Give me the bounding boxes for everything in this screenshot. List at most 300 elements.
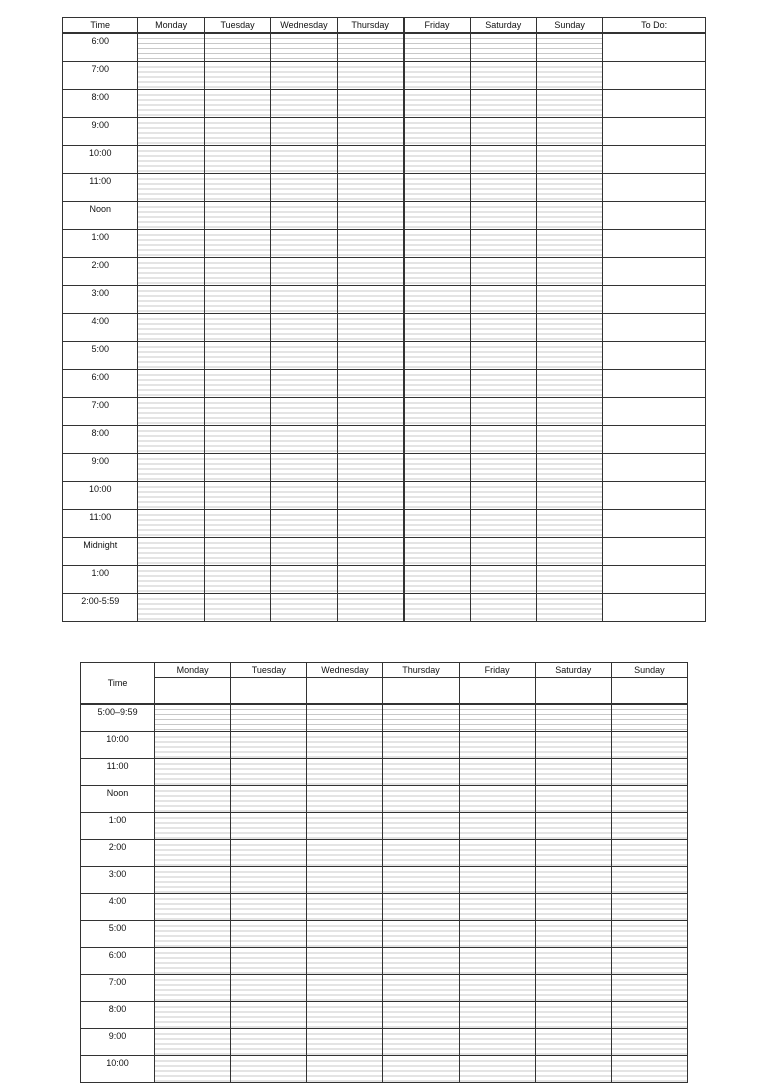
planner1-slot-cell[interactable] <box>204 426 270 454</box>
planner1-slot-cell[interactable] <box>337 202 403 230</box>
planner2-slot-cell[interactable] <box>307 894 383 921</box>
planner1-time-label: 5:00 <box>63 342 138 370</box>
planner2-slot-cell[interactable] <box>231 975 307 1002</box>
planner2-slot-cell[interactable] <box>383 921 459 948</box>
planner2-slot-cell[interactable] <box>535 975 611 1002</box>
planner1-slot-cell[interactable] <box>138 538 204 566</box>
planner1-time-row <box>63 398 706 426</box>
weekly-planner-compact <box>80 662 688 1083</box>
planner2-slot-cell[interactable] <box>231 948 307 975</box>
planner2-slot-cell[interactable] <box>231 921 307 948</box>
planner2-slot-cell[interactable] <box>611 732 687 759</box>
planner1-slot-cell[interactable] <box>204 566 270 594</box>
planner1-slot-cell[interactable] <box>271 33 337 62</box>
planner1-slot-cell[interactable] <box>204 342 270 370</box>
planner1-todo-cell[interactable] <box>603 230 706 258</box>
planner1-slot-cell[interactable] <box>271 454 337 482</box>
planner2-day-header-blank[interactable] <box>459 678 535 705</box>
planner1-time-label: 8:00 <box>63 90 138 118</box>
planner1-slot-cell[interactable] <box>536 202 602 230</box>
planner2-slot-cell[interactable] <box>307 786 383 813</box>
planner1-slot-cell[interactable] <box>204 90 270 118</box>
planner1-slot-cell[interactable] <box>470 230 536 258</box>
planner1-slot-cell[interactable] <box>138 426 204 454</box>
planner1-slot-cell[interactable] <box>138 454 204 482</box>
planner1-slot-cell[interactable] <box>204 454 270 482</box>
planner1-slot-cell[interactable] <box>337 398 403 426</box>
planner1-slot-cell[interactable] <box>536 510 602 538</box>
planner1-slot-cell[interactable] <box>470 202 536 230</box>
planner2-slot-cell[interactable] <box>307 1029 383 1056</box>
planner1-slot-cell[interactable] <box>204 202 270 230</box>
planner1-slot-cell[interactable] <box>536 370 602 398</box>
planner1-todo-cell[interactable] <box>603 314 706 342</box>
planner1-time-row <box>63 258 706 286</box>
planner1-slot-cell[interactable] <box>404 370 470 398</box>
planner1-slot-cell[interactable] <box>470 370 536 398</box>
planner1-slot-cell[interactable] <box>271 314 337 342</box>
planner1-slot-cell[interactable] <box>271 566 337 594</box>
planner1-slot-cell[interactable] <box>404 538 470 566</box>
planner1-slot-cell[interactable] <box>271 146 337 174</box>
planner1-slot-cell[interactable] <box>204 230 270 258</box>
planner2-slot-cell[interactable] <box>611 840 687 867</box>
planner1-time-label: 1:00 <box>63 566 138 594</box>
planner1-time-label: 9:00 <box>63 118 138 146</box>
planner1-slot-cell[interactable] <box>337 482 403 510</box>
planner1-slot-cell[interactable] <box>536 594 602 622</box>
planner2-slot-cell[interactable] <box>231 732 307 759</box>
planner2-time-row <box>81 975 688 1002</box>
planner2-slot-cell[interactable] <box>459 786 535 813</box>
planner1-slot-cell[interactable] <box>470 314 536 342</box>
planner1-slot-cell[interactable] <box>536 538 602 566</box>
planner1-slot-cell[interactable] <box>138 90 204 118</box>
planner1-slot-cell[interactable] <box>337 33 403 62</box>
planner1-time-label: 9:00 <box>63 454 138 482</box>
planner1-slot-cell[interactable] <box>470 454 536 482</box>
planner2-slot-cell[interactable] <box>307 813 383 840</box>
planner1-todo-cell[interactable] <box>603 342 706 370</box>
planner2-slot-cell[interactable] <box>155 813 231 840</box>
planner2-slot-cell[interactable] <box>383 1002 459 1029</box>
planner1-slot-cell[interactable] <box>337 90 403 118</box>
planner2-slot-cell[interactable] <box>231 1029 307 1056</box>
planner2-header-blank-row <box>81 678 688 705</box>
planner1-slot-cell[interactable] <box>204 146 270 174</box>
planner1-todo-cell[interactable] <box>603 286 706 314</box>
planner2-slot-cell[interactable] <box>535 759 611 786</box>
planner1-slot-cell[interactable] <box>204 174 270 202</box>
planner2-slot-cell[interactable] <box>611 921 687 948</box>
planner1-todo-cell[interactable] <box>603 566 706 594</box>
planner2-day-header-blank[interactable] <box>231 678 307 705</box>
planner2-slot-cell[interactable] <box>459 921 535 948</box>
planner1-slot-cell[interactable] <box>536 566 602 594</box>
planner1-slot-cell[interactable] <box>536 286 602 314</box>
planner2-slot-cell[interactable] <box>155 1056 231 1083</box>
planner1-slot-cell[interactable] <box>404 566 470 594</box>
planner2-slot-cell[interactable] <box>383 704 459 732</box>
planner1-slot-cell[interactable] <box>337 286 403 314</box>
planner2-slot-cell[interactable] <box>535 921 611 948</box>
planner2-slot-cell[interactable] <box>155 867 231 894</box>
planner2-slot-cell[interactable] <box>459 975 535 1002</box>
planner1-slot-cell[interactable] <box>138 566 204 594</box>
planner2-slot-cell[interactable] <box>459 894 535 921</box>
planner2-slot-cell[interactable] <box>535 840 611 867</box>
planner1-slot-cell[interactable] <box>204 370 270 398</box>
planner2-slot-cell[interactable] <box>535 1056 611 1083</box>
planner1-slot-cell[interactable] <box>470 174 536 202</box>
planner1-slot-cell[interactable] <box>271 286 337 314</box>
planner1-todo-cell[interactable] <box>603 370 706 398</box>
planner1-slot-cell[interactable] <box>337 342 403 370</box>
planner2-slot-cell[interactable] <box>611 704 687 732</box>
planner2-slot-cell[interactable] <box>535 786 611 813</box>
planner2-slot-cell[interactable] <box>535 894 611 921</box>
planner2-slot-cell[interactable] <box>383 786 459 813</box>
planner1-slot-cell[interactable] <box>138 33 204 62</box>
planner1-slot-cell[interactable] <box>536 230 602 258</box>
planner1-slot-cell[interactable] <box>204 594 270 622</box>
planner1-slot-cell[interactable] <box>138 314 204 342</box>
planner2-slot-cell[interactable] <box>459 840 535 867</box>
planner1-slot-cell[interactable] <box>470 118 536 146</box>
planner1-slot-cell[interactable] <box>536 174 602 202</box>
planner2-slot-cell[interactable] <box>383 1029 459 1056</box>
planner2-slot-cell[interactable] <box>611 1056 687 1083</box>
planner1-body <box>63 33 706 622</box>
planner2-slot-cell[interactable] <box>611 786 687 813</box>
planner1-slot-cell[interactable] <box>536 90 602 118</box>
planner2-slot-cell[interactable] <box>383 867 459 894</box>
planner2-slot-cell[interactable] <box>155 1002 231 1029</box>
planner1-slot-cell[interactable] <box>404 118 470 146</box>
planner1-slot-cell[interactable] <box>470 62 536 90</box>
planner1-slot-cell[interactable] <box>204 33 270 62</box>
planner1-slot-cell[interactable] <box>271 230 337 258</box>
planner2-slot-cell[interactable] <box>307 921 383 948</box>
planner2-slot-cell[interactable] <box>155 704 231 732</box>
planner2-slot-cell[interactable] <box>155 759 231 786</box>
planner1-slot-cell[interactable] <box>337 426 403 454</box>
planner1-slot-cell[interactable] <box>470 286 536 314</box>
planner1-slot-cell[interactable] <box>404 174 470 202</box>
planner1-slot-cell[interactable] <box>138 146 204 174</box>
planner1-time-row <box>63 510 706 538</box>
planner2-slot-cell[interactable] <box>535 704 611 732</box>
planner2-slot-cell[interactable] <box>231 1002 307 1029</box>
planner1-slot-cell[interactable] <box>138 258 204 286</box>
planner2-slot-cell[interactable] <box>383 894 459 921</box>
planner2-slot-cell[interactable] <box>383 948 459 975</box>
planner1-slot-cell[interactable] <box>470 398 536 426</box>
planner1-todo-cell[interactable] <box>603 482 706 510</box>
planner1-slot-cell[interactable] <box>204 286 270 314</box>
planner1-slot-cell[interactable] <box>470 482 536 510</box>
planner1-slot-cell[interactable] <box>204 314 270 342</box>
planner1-todo-cell[interactable] <box>603 146 706 174</box>
planner1-slot-cell[interactable] <box>204 538 270 566</box>
planner1-slot-cell[interactable] <box>470 90 536 118</box>
planner2-slot-cell[interactable] <box>535 1029 611 1056</box>
planner2-slot-cell[interactable] <box>459 732 535 759</box>
planner2-slot-cell[interactable] <box>459 948 535 975</box>
planner2-slot-cell[interactable] <box>307 704 383 732</box>
planner1-slot-cell[interactable] <box>337 314 403 342</box>
planner1-slot-cell[interactable] <box>404 482 470 510</box>
planner1-todo-cell[interactable] <box>603 174 706 202</box>
planner1-slot-cell[interactable] <box>271 174 337 202</box>
planner1-slot-cell[interactable] <box>536 314 602 342</box>
planner1-day-header: Thursday <box>337 18 403 34</box>
planner1-slot-cell[interactable] <box>337 510 403 538</box>
planner1-time-label: 7:00 <box>63 62 138 90</box>
planner1-slot-cell[interactable] <box>271 118 337 146</box>
planner2-slot-cell[interactable] <box>383 1056 459 1083</box>
planner1-slot-cell[interactable] <box>536 118 602 146</box>
planner1-slot-cell[interactable] <box>536 454 602 482</box>
planner2-slot-cell[interactable] <box>611 1002 687 1029</box>
planner2-slot-cell[interactable] <box>231 840 307 867</box>
planner2-slot-cell[interactable] <box>231 894 307 921</box>
planner1-slot-cell[interactable] <box>138 230 204 258</box>
planner1-todo-cell[interactable] <box>603 202 706 230</box>
planner2-slot-cell[interactable] <box>155 975 231 1002</box>
planner2-time-label: 2:00 <box>81 840 155 867</box>
planner1-slot-cell[interactable] <box>404 146 470 174</box>
planner1-slot-cell[interactable] <box>536 146 602 174</box>
planner1-slot-cell[interactable] <box>138 342 204 370</box>
planner1-slot-cell[interactable] <box>337 230 403 258</box>
planner1-todo-cell[interactable] <box>603 90 706 118</box>
planner1-slot-cell[interactable] <box>271 342 337 370</box>
planner2-slot-cell[interactable] <box>535 867 611 894</box>
planner1-slot-cell[interactable] <box>404 62 470 90</box>
planner1-slot-cell[interactable] <box>404 426 470 454</box>
planner2-slot-cell[interactable] <box>307 759 383 786</box>
planner2-slot-cell[interactable] <box>307 948 383 975</box>
planner1-slot-cell[interactable] <box>470 510 536 538</box>
planner1-slot-cell[interactable] <box>204 510 270 538</box>
planner1-slot-cell[interactable] <box>204 62 270 90</box>
planner1-slot-cell[interactable] <box>470 146 536 174</box>
planner1-todo-cell[interactable] <box>603 454 706 482</box>
planner2-slot-cell[interactable] <box>231 704 307 732</box>
planner1-slot-cell[interactable] <box>337 146 403 174</box>
planner1-slot-cell[interactable] <box>204 258 270 286</box>
planner1-slot-cell[interactable] <box>271 482 337 510</box>
planner1-slot-cell[interactable] <box>536 482 602 510</box>
planner1-slot-cell[interactable] <box>271 202 337 230</box>
planner2-slot-cell[interactable] <box>535 948 611 975</box>
planner1-slot-cell[interactable] <box>138 286 204 314</box>
planner2-slot-cell[interactable] <box>155 786 231 813</box>
planner1-slot-cell[interactable] <box>204 398 270 426</box>
planner1-todo-cell[interactable] <box>603 594 706 622</box>
planner2-time-row <box>81 894 688 921</box>
planner1-slot-cell[interactable] <box>470 258 536 286</box>
planner1-slot-cell[interactable] <box>470 538 536 566</box>
planner2-slot-cell[interactable] <box>611 894 687 921</box>
planner1-slot-cell[interactable] <box>337 538 403 566</box>
planner1-slot-cell[interactable] <box>138 62 204 90</box>
planner1-slot-cell[interactable] <box>404 594 470 622</box>
planner1-slot-cell[interactable] <box>337 370 403 398</box>
planner2-slot-cell[interactable] <box>459 867 535 894</box>
planner2-day-header-blank[interactable] <box>307 678 383 705</box>
planner2-slot-cell[interactable] <box>155 1029 231 1056</box>
planner1-todo-cell[interactable] <box>603 118 706 146</box>
planner2-slot-cell[interactable] <box>307 1056 383 1083</box>
planner2-slot-cell[interactable] <box>383 813 459 840</box>
planner2-slot-cell[interactable] <box>611 948 687 975</box>
planner1-time-row <box>63 90 706 118</box>
planner1-slot-cell[interactable] <box>138 174 204 202</box>
planner1-slot-cell[interactable] <box>271 62 337 90</box>
planner2-slot-cell[interactable] <box>535 1002 611 1029</box>
planner1-slot-cell[interactable] <box>271 258 337 286</box>
planner1-slot-cell[interactable] <box>271 370 337 398</box>
planner1-slot-cell[interactable] <box>138 118 204 146</box>
planner2-slot-cell[interactable] <box>155 840 231 867</box>
planner1-slot-cell[interactable] <box>337 258 403 286</box>
planner1-slot-cell[interactable] <box>404 286 470 314</box>
planner2-slot-cell[interactable] <box>231 1056 307 1083</box>
planner1-slot-cell[interactable] <box>138 594 204 622</box>
planner2-slot-cell[interactable] <box>155 921 231 948</box>
planner2-slot-cell[interactable] <box>535 813 611 840</box>
planner2-slot-cell[interactable] <box>307 1002 383 1029</box>
planner1-todo-cell[interactable] <box>603 258 706 286</box>
planner2-time-label: 11:00 <box>81 759 155 786</box>
planner2-slot-cell[interactable] <box>231 813 307 840</box>
planner2-slot-cell[interactable] <box>459 1002 535 1029</box>
planner2-day-header-blank[interactable] <box>535 678 611 705</box>
planner1-slot-cell[interactable] <box>138 510 204 538</box>
planner2-time-label: 3:00 <box>81 867 155 894</box>
planner1-slot-cell[interactable] <box>404 314 470 342</box>
planner2-slot-cell[interactable] <box>307 867 383 894</box>
planner2-slot-cell[interactable] <box>383 975 459 1002</box>
planner1-slot-cell[interactable] <box>337 62 403 90</box>
planner2-slot-cell[interactable] <box>459 704 535 732</box>
planner2-slot-cell[interactable] <box>231 786 307 813</box>
planner1-slot-cell[interactable] <box>138 398 204 426</box>
planner2-slot-cell[interactable] <box>383 732 459 759</box>
planner1-slot-cell[interactable] <box>470 594 536 622</box>
planner1-slot-cell[interactable] <box>337 118 403 146</box>
planner1-slot-cell[interactable] <box>536 33 602 62</box>
planner1-todo-cell[interactable] <box>603 62 706 90</box>
planner2-slot-cell[interactable] <box>535 732 611 759</box>
planner1-time-label: 6:00 <box>63 370 138 398</box>
planner1-time-row <box>63 62 706 90</box>
planner1-slot-cell[interactable] <box>470 33 536 62</box>
planner1-todo-cell[interactable] <box>603 33 706 62</box>
planner2-slot-cell[interactable] <box>611 759 687 786</box>
planner1-slot-cell[interactable] <box>138 482 204 510</box>
planner2-day-header: Saturday <box>535 663 611 678</box>
planner2-slot-cell[interactable] <box>231 759 307 786</box>
planner2-slot-cell[interactable] <box>155 948 231 975</box>
planner1-slot-cell[interactable] <box>536 62 602 90</box>
planner2-slot-cell[interactable] <box>231 867 307 894</box>
planner1-todo-cell[interactable] <box>603 398 706 426</box>
planner1-time-row <box>63 426 706 454</box>
planner1-slot-cell[interactable] <box>271 90 337 118</box>
planner2-slot-cell[interactable] <box>459 1056 535 1083</box>
planner1-todo-cell[interactable] <box>603 510 706 538</box>
planner1-time-row <box>63 538 706 566</box>
planner1-time-row <box>63 146 706 174</box>
planner1-slot-cell[interactable] <box>536 258 602 286</box>
planner2-slot-cell[interactable] <box>307 840 383 867</box>
planner2-slot-cell[interactable] <box>155 894 231 921</box>
planner1-slot-cell[interactable] <box>536 426 602 454</box>
planner1-slot-cell[interactable] <box>204 482 270 510</box>
planner1-slot-cell[interactable] <box>337 594 403 622</box>
planner1-slot-cell[interactable] <box>271 538 337 566</box>
planner2-slot-cell[interactable] <box>611 813 687 840</box>
planner2-slot-cell[interactable] <box>459 1029 535 1056</box>
planner2-slot-cell[interactable] <box>611 975 687 1002</box>
planner1-slot-cell[interactable] <box>271 510 337 538</box>
planner1-todo-cell[interactable] <box>603 426 706 454</box>
planner1-time-label: 11:00 <box>63 174 138 202</box>
weekly-planner-full-day <box>62 17 706 622</box>
planner1-slot-cell[interactable] <box>404 342 470 370</box>
planner1-slot-cell[interactable] <box>404 90 470 118</box>
planner1-slot-cell[interactable] <box>271 594 337 622</box>
planner2-slot-cell[interactable] <box>459 813 535 840</box>
planner1-slot-cell[interactable] <box>337 566 403 594</box>
planner1-slot-cell[interactable] <box>337 174 403 202</box>
planner2-slot-cell[interactable] <box>611 1029 687 1056</box>
planner1-slot-cell[interactable] <box>271 426 337 454</box>
planner1-slot-cell[interactable] <box>404 510 470 538</box>
planner1-slot-cell[interactable] <box>404 202 470 230</box>
planner1-slot-cell[interactable] <box>536 398 602 426</box>
planner2-day-header-blank[interactable] <box>383 678 459 705</box>
planner1-slot-cell[interactable] <box>404 230 470 258</box>
planner2-slot-cell[interactable] <box>307 732 383 759</box>
planner1-slot-cell[interactable] <box>404 33 470 62</box>
planner2-day-header-blank[interactable] <box>611 678 687 705</box>
planner1-slot-cell[interactable] <box>536 342 602 370</box>
planner2-slot-cell[interactable] <box>383 840 459 867</box>
planner1-slot-cell[interactable] <box>138 202 204 230</box>
planner1-todo-cell[interactable] <box>603 538 706 566</box>
planner2-day-header-blank[interactable] <box>155 678 231 705</box>
planner2-slot-cell[interactable] <box>459 759 535 786</box>
planner1-slot-cell[interactable] <box>470 342 536 370</box>
planner1-slot-cell[interactable] <box>470 566 536 594</box>
planner1-slot-cell[interactable] <box>404 258 470 286</box>
planner1-slot-cell[interactable] <box>138 370 204 398</box>
planner2-slot-cell[interactable] <box>155 732 231 759</box>
planner1-slot-cell[interactable] <box>204 118 270 146</box>
planner1-slot-cell[interactable] <box>271 398 337 426</box>
planner2-slot-cell[interactable] <box>307 975 383 1002</box>
planner1-slot-cell[interactable] <box>470 426 536 454</box>
planner1-slot-cell[interactable] <box>404 454 470 482</box>
planner2-slot-cell[interactable] <box>611 867 687 894</box>
planner2-slot-cell[interactable] <box>383 759 459 786</box>
planner1-slot-cell[interactable] <box>337 454 403 482</box>
planner1-slot-cell[interactable] <box>404 398 470 426</box>
